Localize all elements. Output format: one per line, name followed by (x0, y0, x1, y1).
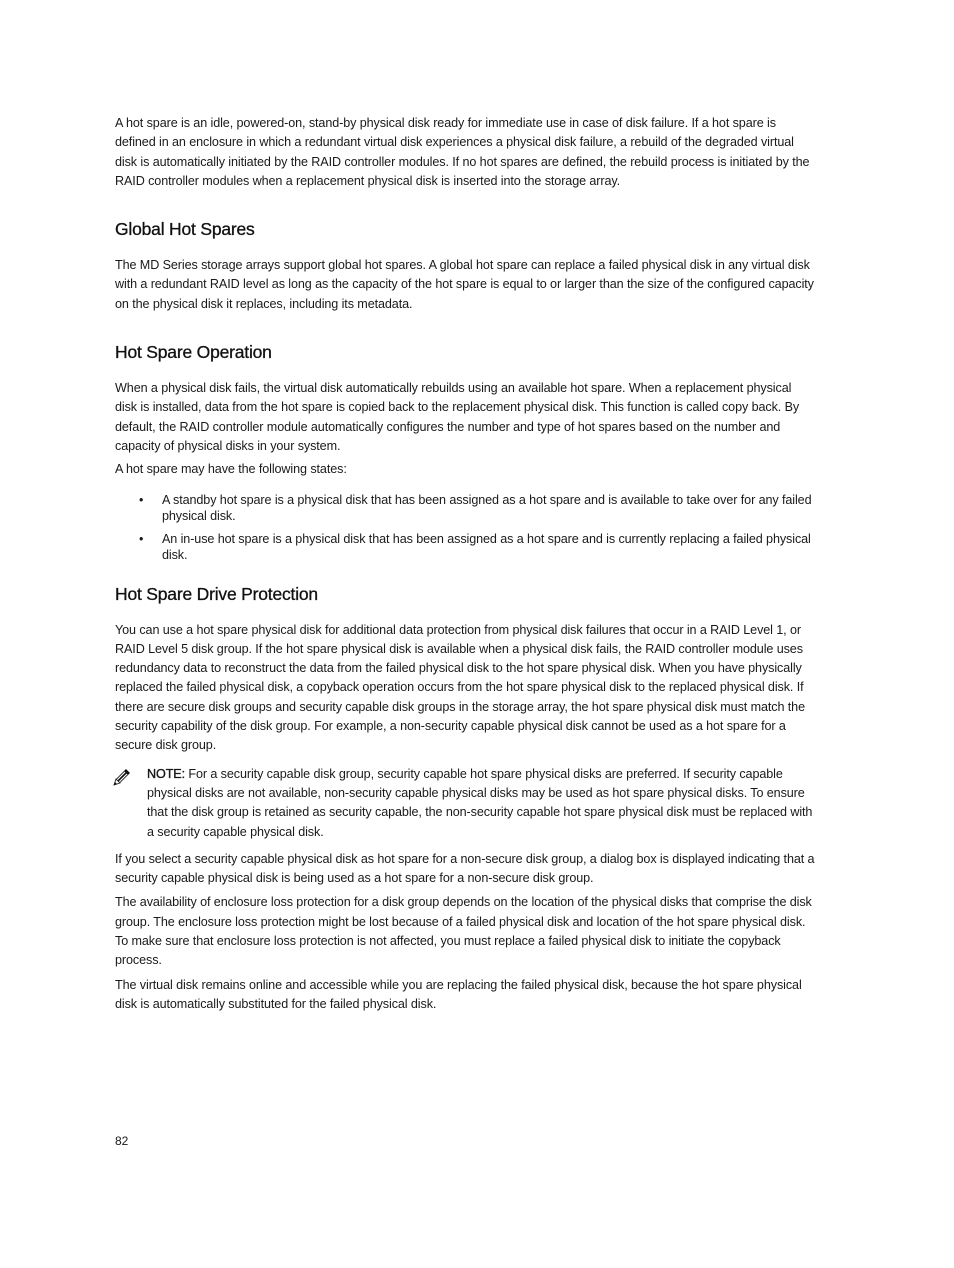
section-heading-global-hot-spares: Global Hot Spares (115, 219, 255, 240)
note-text (147, 765, 815, 842)
intro-paragraph: A hot spare is an idle, powered-on, stand-by physical disk ready for immediate use in case of disk failure. If a hot spare is defined in an enclosure in which a redundant virtual disk experiences a physical disk failure, a rebuild of the degraded virtual disk is automatically initiated by the RAID controller modules. If no hot spares are defined, the rebuild process is initiated by the RAID controller modules when a replacement physical disk is inserted into the storage array. (115, 116, 810, 188)
note-body: For a security capable disk group, security capable hot spare physical disks are preferred. If security capable physical disks are not available, non-security capable physical disks may be used as hot spare physical disks. To ensure that the disk group is retained as security capable, the non-security capable hot spare physical disk must be replaced with a security capable physical disk. (147, 766, 813, 839)
global-hot-spares-paragraph: The MD Series storage arrays support global hot spares. A global hot spare can replace a failed physical disk in any virtual disk with a redundant RAID level as long as the capacity of the hot spare is equal to or larger than the size of the configured capacity on the physical disk it replaces, including its metadata. (115, 258, 814, 311)
bullet-icon: • (139, 492, 144, 507)
section-heading-hot-spare-operation: Hot Spare Operation (115, 342, 272, 363)
select-security-paragraph: If you select a security capable physical disk as hot spare for a non-secure disk group, a dialog box is displayed indicating that a security capable physical disk is being used as a hot spare for a non-secure disk group. (115, 851, 815, 886)
list-item (115, 531, 815, 563)
page-number: 82 (115, 1134, 129, 1148)
section-heading-hot-spare-drive-protection: Hot Spare Drive Protection (115, 583, 318, 604)
note-box (115, 765, 815, 842)
virtual-disk-paragraph: The virtual disk remains online and accessible while you are replacing the failed physical disk, because the hot spare physical disk is automatically substituted for the failed physical disk. (115, 977, 802, 1011)
drive-protection-paragraph: You can use a hot spare physical disk for additional data protection from physical disk failures that occur in a RAID Level 1, or RAID Level 5 disk group. If the hot spare physical disk is available when a physical disk fails, the RAID controller module uses redundancy data to reconstruct the data from the failed physical disk to the hot spare physical disk. When you have physically replaced the failed physical disk, a copyback operation occurs from the hot spare physical disk to the replaced physical disk. If there are secure disk groups and security capable disk groups in the storage array, the hot spare physical disk must match the security capability of the disk group. For example, a non-security capable physical disk cannot be used as a hot spare for a secure disk group. (115, 622, 805, 753)
hot-spare-operation-paragraph: When a physical disk fails, the virtual disk automatically rebuilds using an available hot spare. When a replacement physical disk is installed, data from the hot spare is copied back to the replacement physical disk. This function is called copy back. By default, the RAID controller module automatically configures the number and type of hot spares based on the number and capacity of physical disks in your system. (115, 381, 800, 453)
list-item-text: A standby hot spare is a physical disk that has been assigned as a hot spare and is available to take over for any failed physical disk. (162, 492, 812, 523)
note-label: NOTE: (147, 766, 185, 781)
pencil-note-icon (112, 767, 132, 787)
states-list (115, 492, 815, 563)
bullet-icon: • (139, 531, 144, 546)
page-content (115, 114, 815, 1014)
list-item (115, 492, 815, 524)
states-intro: A hot spare may have the following states: (115, 462, 347, 477)
enclosure-loss-paragraph: The availability of enclosure loss protection for a disk group depends on the location of the physical disks that comprise the disk group. The enclosure loss protection might be lost because of a failed physical disk and location of the hot spare physical disk. To make sure that enclosure loss protection is not affected, you must replace a failed physical disk to initiate the copyback process. (115, 895, 812, 968)
list-item-text: An in-use hot spare is a physical disk that has been assigned as a hot spare and is currently replacing a failed physical disk. (162, 531, 811, 562)
